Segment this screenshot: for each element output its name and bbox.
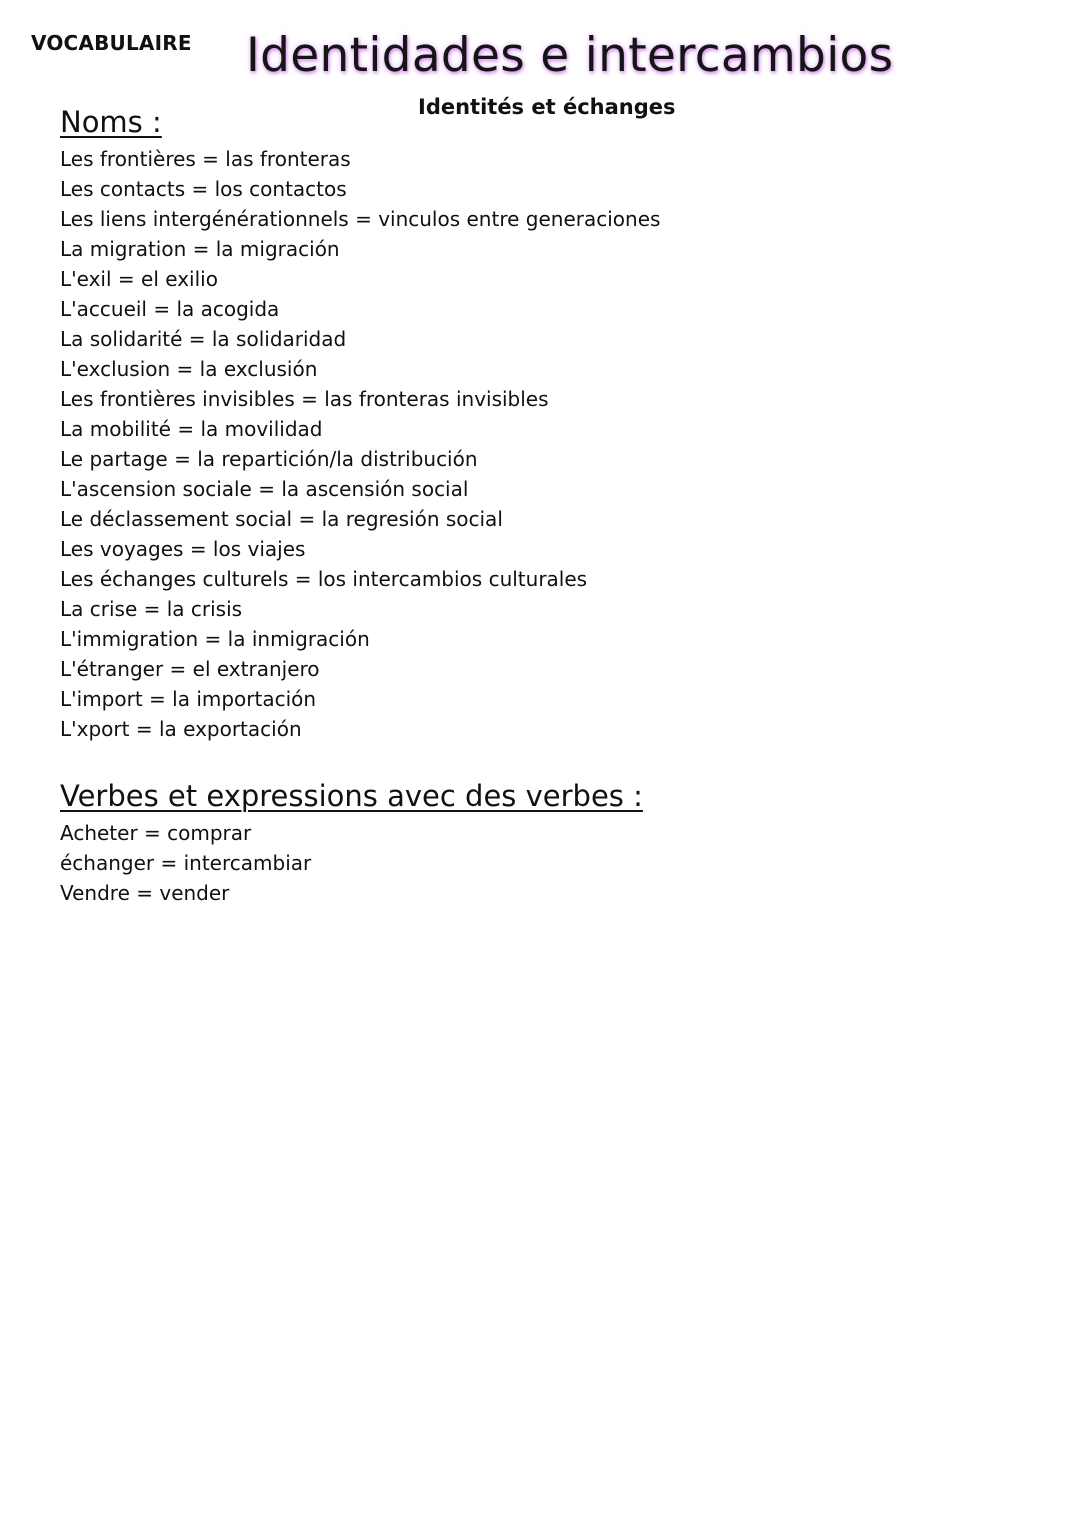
vocab-item: Les liens intergénérationnels = vinculos entre generaciones <box>60 207 661 231</box>
vocab-item: Le partage = la repartición/la distribución <box>60 447 478 471</box>
section-heading-noms: Noms : <box>60 105 162 139</box>
vocab-item: Les contacts = los contactos <box>60 177 347 201</box>
vocab-item: L'étranger = el extranjero <box>60 657 320 681</box>
vocab-item: La solidarité = la solidaridad <box>60 327 347 351</box>
vocab-item: Le déclassement social = la regresión social <box>60 507 503 531</box>
vocab-item: L'xport = la exportación <box>60 717 302 741</box>
vocab-item: Acheter = comprar <box>60 821 252 845</box>
section-heading-verbes: Verbes et expressions avec des verbes : <box>60 779 643 813</box>
vocab-item: L'accueil = la acogida <box>60 297 280 321</box>
vocab-item: Les échanges culturels = los intercambios culturales <box>60 567 588 591</box>
vocab-item: La mobilité = la movilidad <box>60 417 323 441</box>
vocab-item: La migration = la migración <box>60 237 340 261</box>
vocab-item: L'exil = el exilio <box>60 267 218 291</box>
vocab-item: La crise = la crisis <box>60 597 243 621</box>
vocab-item: échanger = intercambiar <box>60 851 312 875</box>
page-subtitle: Identités et échanges <box>418 95 676 119</box>
vocab-item: Les voyages = los viajes <box>60 537 306 561</box>
vocab-item: Les frontières invisibles = las fronteras invisibles <box>60 387 549 411</box>
vocab-item: L'ascension sociale = la ascensión social <box>60 477 469 501</box>
vocab-item: L'exclusion = la exclusión <box>60 357 318 381</box>
vocab-list-noms <box>60 144 660 744</box>
vocab-list-verbes <box>60 818 311 908</box>
page-title: Identidades e intercambios <box>246 28 894 83</box>
vocab-item: Vendre = vender <box>60 881 230 905</box>
vocab-item: L'immigration = la inmigración <box>60 627 370 651</box>
vocab-item: L'import = la importación <box>60 687 317 711</box>
vocab-item: Les frontières = las fronteras <box>60 147 351 171</box>
document-tag: VOCABULAIRE <box>31 31 192 55</box>
